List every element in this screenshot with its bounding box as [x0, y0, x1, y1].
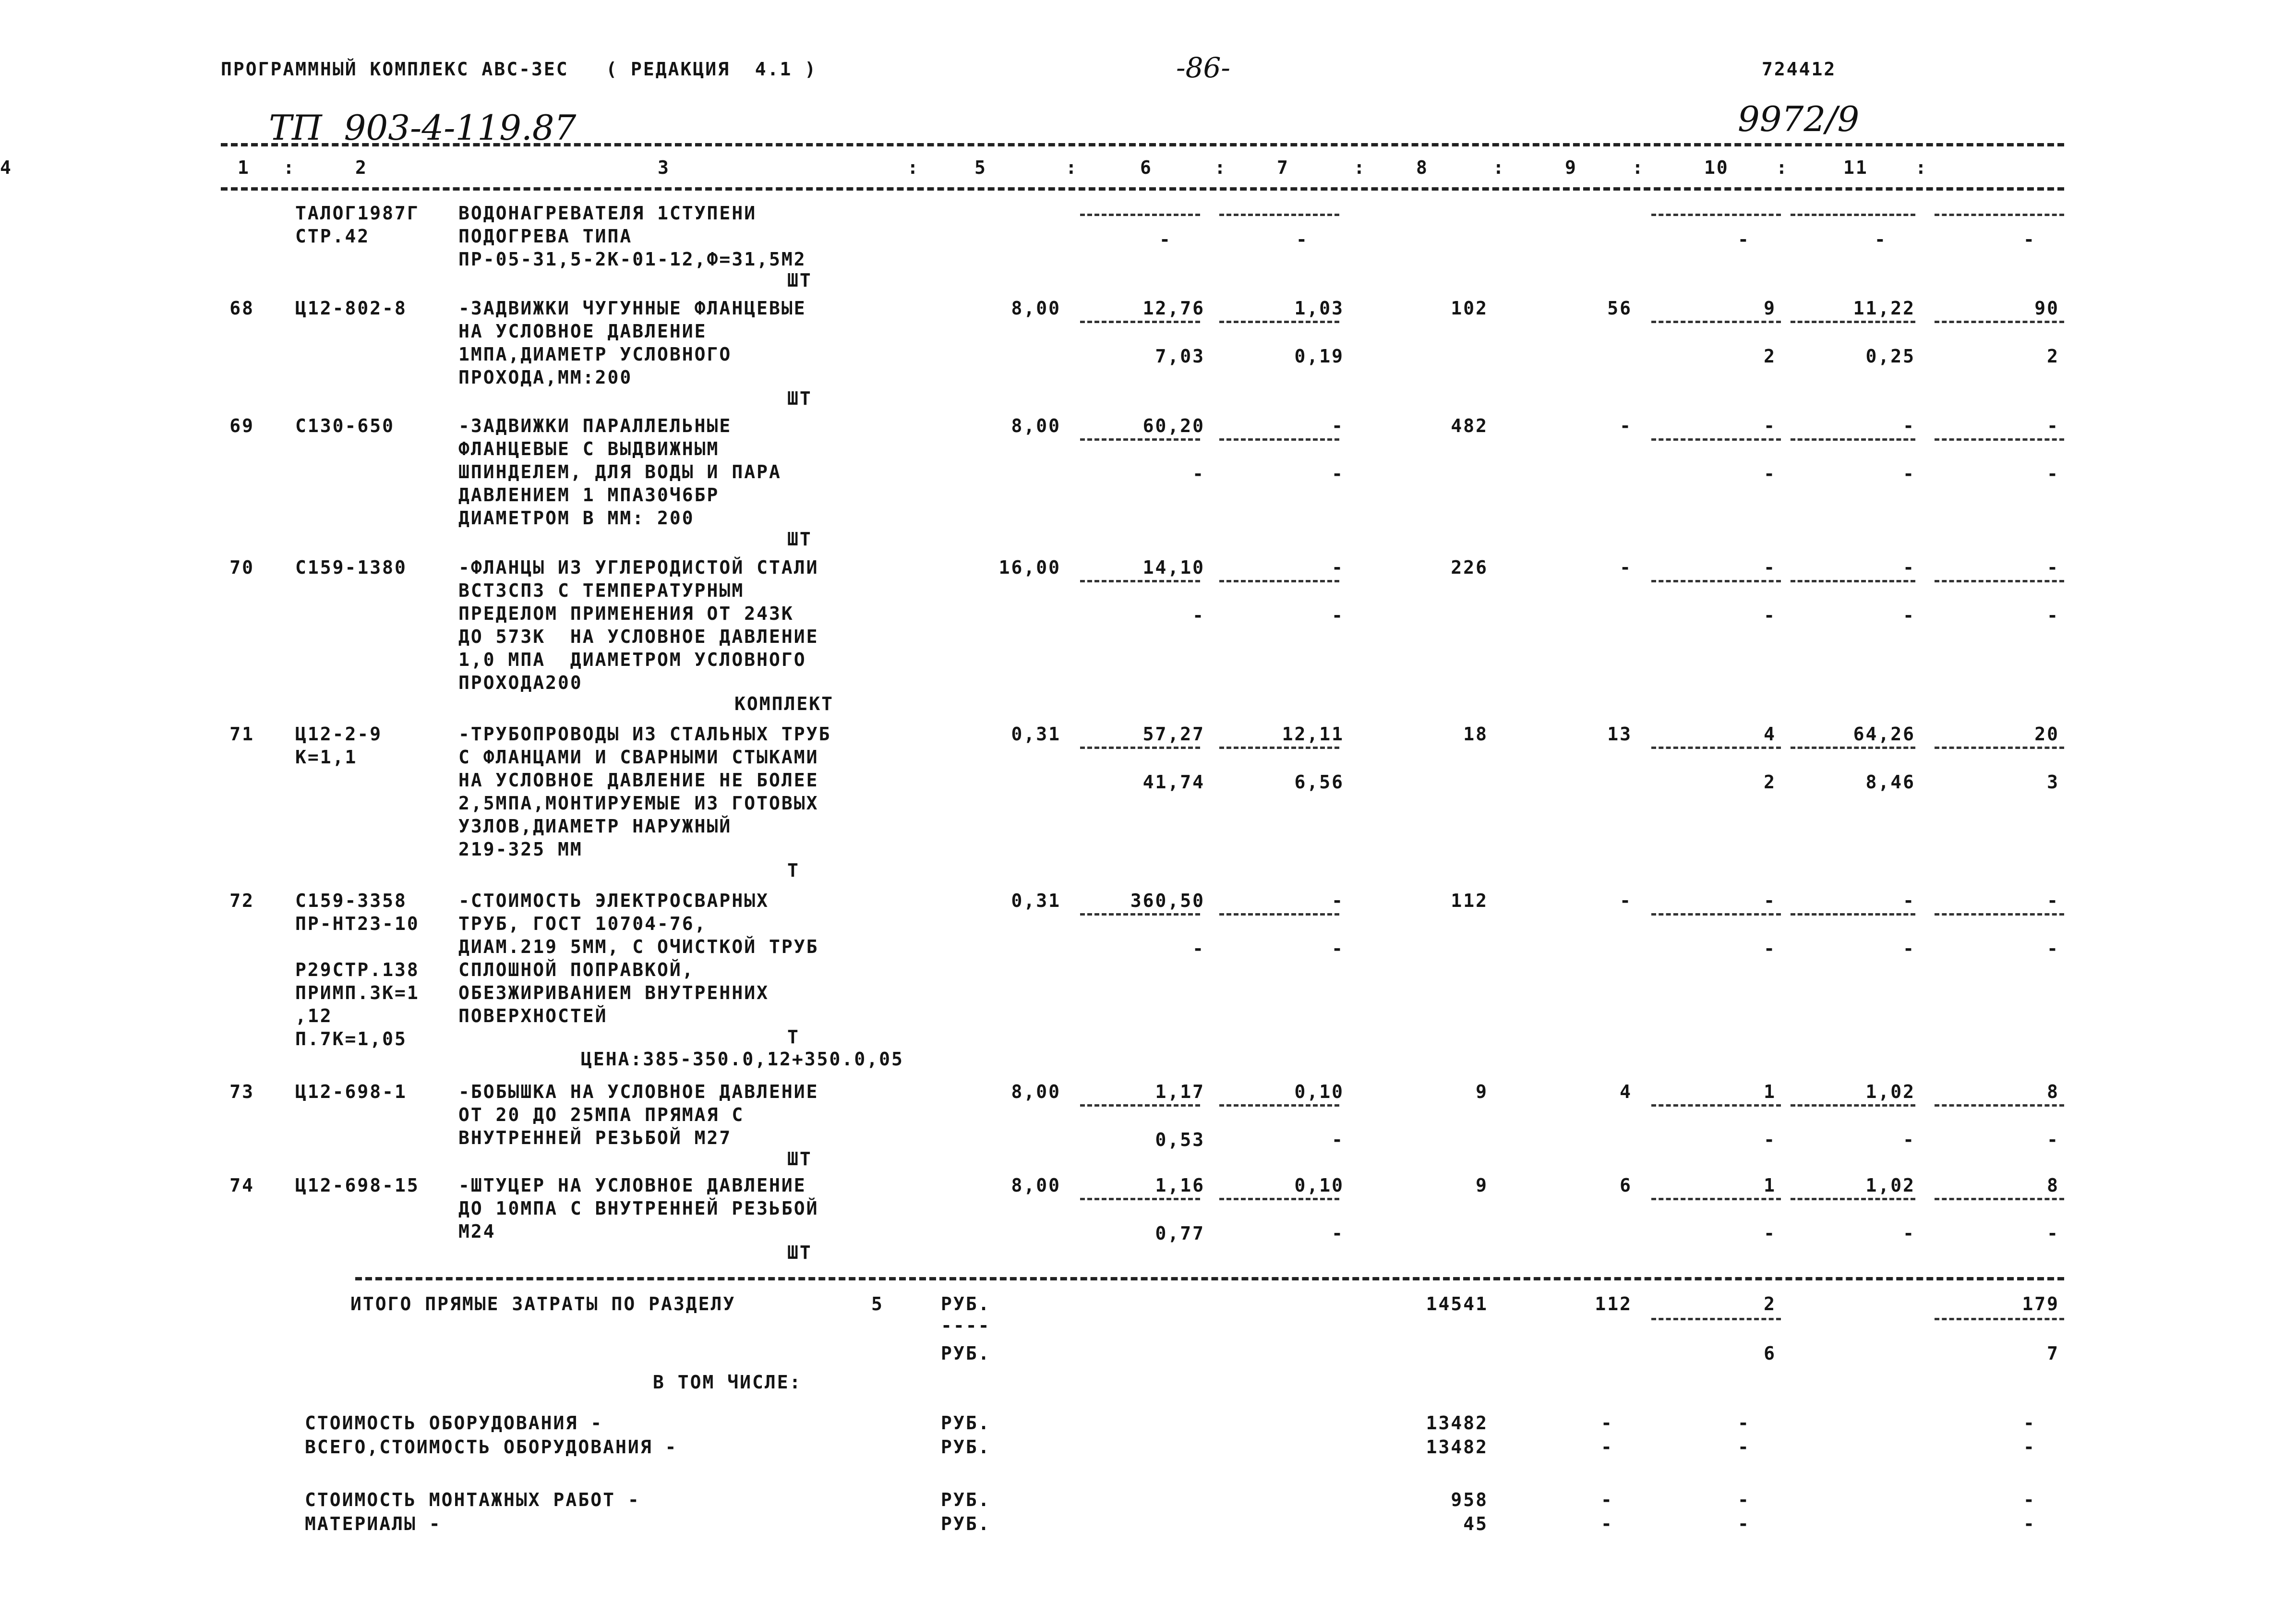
resource-code: ПР-НТ23-10	[295, 913, 420, 934]
subtotal-dash	[1219, 747, 1339, 749]
cell-col11: -	[2047, 415, 2059, 436]
item-description: ДО 10МПА С ВНУТРЕННЕЙ РЕЗЬБОЙ	[458, 1198, 819, 1219]
price-note: ЦЕНА:385-350.0,12+350.0,05	[581, 1049, 904, 1070]
subtotal-dash	[1219, 580, 1339, 582]
subtotal-dash	[1651, 1198, 1781, 1200]
totals-currency: РУБ.	[941, 1343, 991, 1364]
resource-code: СТР.42	[295, 226, 370, 247]
resource-code: С159-1380	[295, 557, 407, 578]
subtotal-dash	[1935, 913, 2064, 916]
cell-col5: -	[1192, 463, 1205, 484]
subtotal-dash	[1791, 747, 1915, 749]
item-description: -ШТУЦЕР НА УСЛОВНОЕ ДАВЛЕНИЕ	[458, 1175, 806, 1196]
item-description: 1,0 МПА ДИАМЕТРОМ УСЛОВНОГО	[458, 649, 806, 670]
cell-col5: 0,53	[1155, 1129, 1205, 1150]
cell-col10: -	[1903, 1223, 1915, 1244]
unit-of-measure: Т	[787, 860, 800, 881]
item-description: ПРОХОДА200	[458, 672, 583, 693]
page-number: -86-	[1176, 51, 1230, 84]
project-code: ТП 903-4-119.87	[269, 108, 577, 148]
breakdown-col8: -	[1601, 1489, 1613, 1510]
totals-col7: 14541	[1426, 1293, 1488, 1315]
breakdown-currency: РУБ.	[941, 1513, 991, 1534]
column-number: 2	[355, 157, 368, 178]
cell-col8: 13	[1607, 724, 1632, 745]
cell-col9: 1	[1764, 1175, 1776, 1196]
totals-label: ИТОГО ПРЯМЫЕ ЗАТРАТЫ ПО РАЗДЕЛУ	[350, 1293, 736, 1315]
quantity: 8,00	[1011, 1175, 1061, 1196]
cell-c5: -	[1159, 229, 1172, 250]
subtotal-dash	[1651, 321, 1781, 323]
column-header-rule	[221, 187, 2064, 191]
resource-code: К=1,1	[295, 747, 358, 768]
quantity: 0,31	[1011, 890, 1061, 911]
item-description: -ЗАДВИЖКИ ЧУГУННЫЕ ФЛАНЦЕВЫЕ	[458, 298, 806, 319]
subtotal-dash	[1080, 1104, 1200, 1107]
column-separator: :	[1632, 157, 1645, 178]
sheet-code: 9972/9	[1738, 99, 1860, 139]
item-description: ВСТ3СП3 С ТЕМПЕРАТУРНЫМ	[458, 580, 745, 601]
cell-col6: -	[1332, 890, 1344, 911]
item-number: 69	[229, 415, 254, 436]
cell-col6: -	[1332, 415, 1344, 436]
cell-col9: -	[1764, 890, 1776, 911]
breakdown-col8: -	[1601, 1436, 1613, 1458]
subtotal-dash	[1935, 438, 2064, 441]
subtotal-dash	[1791, 214, 1915, 216]
cell-col7: 9	[1476, 1175, 1488, 1196]
cell-col7: 482	[1451, 415, 1488, 436]
totals-currency-dash: ----	[941, 1315, 991, 1336]
cell-col6: 0,10	[1294, 1175, 1344, 1196]
cell-col10: 8,46	[1865, 772, 1915, 793]
cell-col6: -	[1332, 463, 1344, 484]
cell-col8: 56	[1607, 298, 1632, 319]
subtotal-dash	[1080, 747, 1200, 749]
subtotal-dash	[1080, 1198, 1200, 1200]
subtotal-dash	[1935, 1198, 2064, 1200]
cell-col6: -	[1332, 1129, 1344, 1150]
cell-c9: -	[1738, 229, 1750, 250]
cell-col10: -	[1903, 1129, 1915, 1150]
subtotal-dash	[1219, 214, 1339, 216]
totals-currency: РУБ.	[941, 1293, 991, 1315]
column-separator: :	[283, 157, 296, 178]
cell-col9: -	[1764, 463, 1776, 484]
subtotal-dash	[1935, 1318, 2064, 1320]
cell-col5: 0,77	[1155, 1223, 1205, 1244]
cell-col5: 12,76	[1142, 298, 1205, 319]
cell-col9: -	[1764, 1223, 1776, 1244]
subtotal-dash	[1219, 1104, 1339, 1107]
cell-col10: 11,22	[1853, 298, 1915, 319]
cell-col8: -	[1620, 415, 1632, 436]
column-number: 3	[658, 157, 670, 178]
resource-code: ,12	[295, 1005, 333, 1026]
totals-col11: 7	[2047, 1343, 2059, 1364]
document-number: 724412	[1762, 59, 1837, 80]
item-description: ПРОХОДА,ММ:200	[458, 367, 633, 388]
resource-code: Ц12-2-9	[295, 724, 383, 745]
cell-col11: 3	[2047, 772, 2059, 793]
item-description: 1МПА,ДИАМЕТР УСЛОВНОГО	[458, 344, 732, 365]
unit-of-measure: ШТ	[787, 1242, 812, 1263]
totals-col9: 2	[1764, 1293, 1776, 1315]
column-separator: :	[907, 157, 920, 178]
cell-col10: -	[1903, 557, 1915, 578]
item-number: 68	[229, 298, 254, 319]
cell-col5: -	[1192, 938, 1205, 959]
cell-col10: -	[1903, 938, 1915, 959]
item-number: 73	[229, 1081, 254, 1102]
column-separator: :	[1915, 157, 1928, 178]
cell-col10: 1,02	[1865, 1175, 1915, 1196]
subtotal-dash	[1935, 580, 2064, 582]
item-description: ОТ 20 ДО 25МПА ПРЯМАЯ С	[458, 1104, 745, 1125]
breakdown-col7: 45	[1463, 1513, 1488, 1534]
program-header: ПРОГРАММНЫЙ КОМПЛЕКС АВС-ЗЕС ( РЕДАКЦИЯ 4.1 )	[221, 59, 817, 80]
breakdown-col9: -	[1738, 1412, 1750, 1434]
unit-of-measure: Т	[787, 1026, 800, 1048]
cell-col11: 2	[2047, 346, 2059, 367]
cell-col11: 8	[2047, 1081, 2059, 1102]
cell-col11: 90	[2034, 298, 2059, 319]
item-number: 74	[229, 1175, 254, 1196]
cell-col5: 1,16	[1155, 1175, 1205, 1196]
cell-col6: 0,19	[1294, 346, 1344, 367]
cell-col5: -	[1192, 605, 1205, 626]
subtotal-dash	[1219, 438, 1339, 441]
item-description: ПОДОГРЕВА ТИПА	[458, 226, 633, 247]
cell-col9: -	[1764, 557, 1776, 578]
item-description: ДИАМ.219 5ММ, С ОЧИСТКОЙ ТРУБ	[458, 936, 819, 957]
subtotal-dash	[1651, 1104, 1781, 1107]
item-description: ДАВЛЕНИЕМ 1 МПА30Ч6БР	[458, 484, 720, 506]
subtotal-dash	[1791, 580, 1915, 582]
cell-col9: -	[1764, 1129, 1776, 1150]
quantity: 0,31	[1011, 724, 1061, 745]
resource-code: ПРИМП.3К=1	[295, 982, 420, 1003]
item-description: НА УСЛОВНОЕ ДАВЛЕНИЕ	[458, 321, 707, 342]
cell-col5: 57,27	[1142, 724, 1205, 745]
subtotal-dash	[1651, 214, 1781, 216]
cell-col6: 6,56	[1294, 772, 1344, 793]
breakdown-currency: РУБ.	[941, 1436, 991, 1458]
unit-of-measure: КОМПЛЕКТ	[734, 693, 834, 714]
column-number: 6	[1140, 157, 1153, 178]
cell-col6: -	[1332, 605, 1344, 626]
item-description: 2,5МПА,МОНТИРУЕМЫЕ ИЗ ГОТОВЫХ	[458, 793, 819, 814]
subtotal-dash	[1791, 321, 1915, 323]
item-description: С ФЛАНЦАМИ И СВАРНЫМИ СТЫКАМИ	[458, 747, 819, 768]
resource-code: ТАЛОГ1987Г	[295, 203, 420, 224]
breakdown-col8: -	[1601, 1412, 1613, 1434]
cell-col9: 2	[1764, 772, 1776, 793]
column-number: 9	[1565, 157, 1577, 178]
totals-col11: 179	[2022, 1293, 2059, 1315]
subtotal-dash	[1651, 438, 1781, 441]
quantity: 8,00	[1011, 298, 1061, 319]
subtotal-dash	[1935, 747, 2064, 749]
cell-col10: 1,02	[1865, 1081, 1915, 1102]
totals-col9: 6	[1764, 1343, 1776, 1364]
cell-col10: -	[1903, 415, 1915, 436]
breakdown-col8: -	[1601, 1513, 1613, 1534]
unit-of-measure: ШТ	[787, 1148, 812, 1170]
cell-col7: 112	[1451, 890, 1488, 911]
breakdown-col7: 958	[1451, 1489, 1488, 1510]
item-description: -ЗАДВИЖКИ ПАРАЛЛЕЛЬНЫЕ	[458, 415, 732, 436]
cell-col5: 41,74	[1142, 772, 1205, 793]
item-description: ВОДОНАГРЕВАТЕЛЯ 1СТУПЕНИ	[458, 203, 757, 224]
cell-c10: -	[1875, 229, 1887, 250]
subtotal-dash	[1935, 214, 2064, 216]
item-description: 219-325 ММ	[458, 839, 583, 860]
unit-of-measure: ШТ	[787, 388, 812, 409]
subtotal-dash	[1651, 913, 1781, 916]
column-separator: :	[1066, 157, 1078, 178]
subtotal-dash	[1080, 913, 1200, 916]
resource-code: С159-3358	[295, 890, 407, 911]
cell-col6: -	[1332, 938, 1344, 959]
cell-col6: 0,10	[1294, 1081, 1344, 1102]
cell-col6: -	[1332, 557, 1344, 578]
cell-col8: -	[1620, 557, 1632, 578]
cell-col9: 4	[1764, 724, 1776, 745]
item-description: М24	[458, 1221, 496, 1242]
breakdown-label: МАТЕРИАЛЫ -	[305, 1513, 442, 1534]
cell-col9: -	[1764, 938, 1776, 959]
subtotal-dash	[1651, 580, 1781, 582]
cell-col8: 6	[1620, 1175, 1632, 1196]
cell-col10: 64,26	[1853, 724, 1915, 745]
subtotal-dash	[1080, 438, 1200, 441]
column-number: 8	[1416, 157, 1429, 178]
column-separator: :	[1214, 157, 1227, 178]
resource-code: С130-650	[295, 415, 395, 436]
item-description: ОБЕЗЖИРИВАНИЕМ ВНУТРЕННИХ	[458, 982, 769, 1003]
column-number: 7	[1277, 157, 1289, 178]
cell-col9: 2	[1764, 346, 1776, 367]
totals-section: 5	[871, 1293, 884, 1315]
item-description: -СТОИМОСТЬ ЭЛЕКТРОСВАРНЫХ	[458, 890, 769, 911]
breakdown-col11: -	[2023, 1436, 2036, 1458]
item-description: ДО 573К НА УСЛОВНОЕ ДАВЛЕНИЕ	[458, 626, 819, 647]
cell-col5: 60,20	[1142, 415, 1205, 436]
column-separator: :	[1354, 157, 1366, 178]
item-description: ПРЕДЕЛОМ ПРИМЕНЕНИЯ ОТ 243К	[458, 603, 794, 624]
subtotal-dash	[1219, 1198, 1339, 1200]
item-number: 71	[229, 724, 254, 745]
quantity: 8,00	[1011, 1081, 1061, 1102]
subtotal-dash	[1219, 913, 1339, 916]
item-description: ШПИНДЕЛЕМ, ДЛЯ ВОДЫ И ПАРА	[458, 461, 781, 482]
item-description: СПЛОШНОЙ ПОПРАВКОЙ,	[458, 959, 695, 980]
breakdown-currency: РУБ.	[941, 1412, 991, 1434]
subtotal-dash	[1935, 321, 2064, 323]
cell-col7: 226	[1451, 557, 1488, 578]
cell-col10: -	[1903, 605, 1915, 626]
cell-col5: 1,17	[1155, 1081, 1205, 1102]
cell-col7: 102	[1451, 298, 1488, 319]
subtotal-dash	[1791, 1198, 1915, 1200]
cell-col10: -	[1903, 463, 1915, 484]
cell-col7: 9	[1476, 1081, 1488, 1102]
cell-col11: -	[2047, 605, 2059, 626]
breakdown-label: ВСЕГО,СТОИМОСТЬ ОБОРУДОВАНИЯ -	[305, 1436, 678, 1458]
cell-col10: -	[1903, 890, 1915, 911]
item-description: ВНУТРЕННЕЙ РЕЗЬБОЙ М27	[458, 1127, 732, 1148]
breakdown-col7: 13482	[1426, 1436, 1488, 1458]
cell-col11: -	[2047, 938, 2059, 959]
breakdown-col11: -	[2023, 1412, 2036, 1434]
cell-col11: 20	[2034, 724, 2059, 745]
item-description: ДИАМЕТРОМ В ММ: 200	[458, 507, 695, 529]
breakdown-label: СТОИМОСТЬ ОБОРУДОВАНИЯ -	[305, 1412, 603, 1434]
resource-code: Ц12-698-15	[295, 1175, 420, 1196]
subtotal-dash	[1791, 1104, 1915, 1107]
cell-col8: 4	[1620, 1081, 1632, 1102]
item-description: ФЛАНЦЕВЫЕ С ВЫДВИЖНЫМ	[458, 438, 720, 459]
cell-col9: -	[1764, 605, 1776, 626]
cell-col11: -	[2047, 1129, 2059, 1150]
table-top-rule	[221, 143, 2064, 146]
column-number: 1	[238, 157, 250, 178]
resource-code: Р29СТР.138	[295, 959, 420, 980]
item-number: 72	[229, 890, 254, 911]
cell-col9: 9	[1764, 298, 1776, 319]
cell-col7: 18	[1463, 724, 1488, 745]
breakdown-col9: -	[1738, 1513, 1750, 1534]
subtotal-dash	[1651, 1318, 1781, 1320]
cell-col5: 7,03	[1155, 346, 1205, 367]
breakdown-label: СТОИМОСТЬ МОНТАЖНЫХ РАБОТ -	[305, 1489, 640, 1510]
cell-col9: 1	[1764, 1081, 1776, 1102]
breakdown-col11: -	[2023, 1489, 2036, 1510]
cell-col10: 0,25	[1865, 346, 1915, 367]
including-label: В ТОМ ЧИСЛЕ:	[653, 1372, 802, 1393]
column-number: 5	[974, 157, 987, 178]
cell-col5: 14,10	[1142, 557, 1205, 578]
column-number: 4	[0, 157, 12, 178]
cell-col6: 1,03	[1294, 298, 1344, 319]
cell-col5: 360,50	[1130, 890, 1205, 911]
breakdown-col7: 13482	[1426, 1412, 1488, 1434]
item-description: -ФЛАНЦЫ ИЗ УГЛЕРОДИСТОЙ СТАЛИ	[458, 557, 819, 578]
unit-of-measure: ШТ	[787, 270, 812, 291]
subtotal-dash	[1791, 913, 1915, 916]
resource-code: Ц12-802-8	[295, 298, 407, 319]
cell-c6: -	[1296, 229, 1309, 250]
subtotal-dash	[1219, 321, 1339, 323]
item-number: 70	[229, 557, 254, 578]
cell-col11: -	[2047, 557, 2059, 578]
cell-col9: -	[1764, 415, 1776, 436]
cell-col11: -	[2047, 1223, 2059, 1244]
item-description: -ТРУБОПРОВОДЫ ИЗ СТАЛЬНЫХ ТРУБ	[458, 724, 831, 745]
breakdown-currency: РУБ.	[941, 1489, 991, 1510]
breakdown-col11: -	[2023, 1513, 2036, 1534]
breakdown-col9: -	[1738, 1436, 1750, 1458]
item-description: ПОВЕРХНОСТЕЙ	[458, 1005, 608, 1026]
item-description: -БОБЫШКА НА УСЛОВНОЕ ДАВЛЕНИЕ	[458, 1081, 819, 1102]
item-description: ПР-05-31,5-2К-01-12,Ф=31,5М2	[458, 249, 806, 270]
column-separator: :	[1493, 157, 1505, 178]
subtotal-dash	[1080, 580, 1200, 582]
column-number: 10	[1704, 157, 1729, 178]
column-number: 11	[1843, 157, 1868, 178]
resource-code: Ц12-698-1	[295, 1081, 407, 1102]
cell-c11: -	[2023, 229, 2036, 250]
cell-col11: -	[2047, 463, 2059, 484]
cell-col11: -	[2047, 890, 2059, 911]
cell-col6: 12,11	[1282, 724, 1344, 745]
cell-col8: -	[1620, 890, 1632, 911]
cell-col11: 8	[2047, 1175, 2059, 1196]
breakdown-col9: -	[1738, 1489, 1750, 1510]
item-description: НА УСЛОВНОЕ ДАВЛЕНИЕ НЕ БОЛЕЕ	[458, 770, 819, 791]
item-description: УЗЛОВ,ДИАМЕТР НАРУЖНЫЙ	[458, 816, 732, 837]
cell-col6: -	[1332, 1223, 1344, 1244]
column-separator: :	[1776, 157, 1789, 178]
totals-rule	[355, 1277, 2064, 1280]
subtotal-dash	[1935, 1104, 2064, 1107]
quantity: 16,00	[998, 557, 1061, 578]
item-description: ТРУБ, ГОСТ 10704-76,	[458, 913, 707, 934]
resource-code: П.7К=1,05	[295, 1028, 407, 1049]
unit-of-measure: ШТ	[787, 529, 812, 550]
subtotal-dash	[1080, 321, 1200, 323]
totals-col8: 112	[1595, 1293, 1632, 1315]
subtotal-dash	[1080, 214, 1200, 216]
subtotal-dash	[1651, 747, 1781, 749]
quantity: 8,00	[1011, 415, 1061, 436]
subtotal-dash	[1791, 438, 1915, 441]
